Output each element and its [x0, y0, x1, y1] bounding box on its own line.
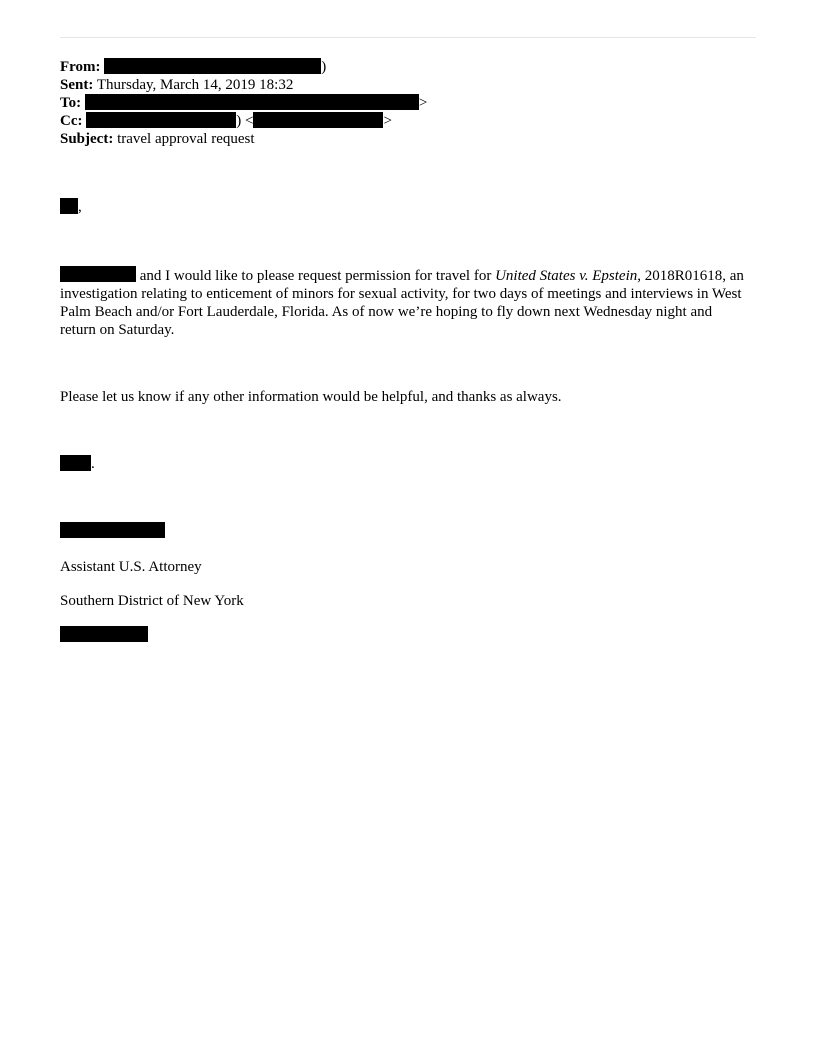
body-paragraph-2: Please let us know if any other information would be helpful, and thanks as always.: [60, 389, 562, 405]
para1-after-redaction: and I would like to please request permission for travel for: [136, 268, 496, 284]
redaction-cc-email: [253, 112, 383, 128]
sent-value: Thursday, March 14, 2019 18:32: [96, 77, 294, 93]
subject-label: Subject:: [60, 131, 114, 147]
redaction-greeting-name: [60, 198, 78, 214]
cc-label: Cc:: [60, 113, 83, 129]
signature-name: [60, 522, 760, 540]
to-line: [60, 94, 427, 112]
body-paragraph-1: [60, 266, 750, 339]
subject-line: [60, 130, 427, 148]
cc-line: [60, 112, 427, 130]
greeting-tail: ,: [78, 199, 82, 215]
redaction-to: [85, 94, 419, 110]
sent-line: [60, 76, 427, 94]
redaction-cc-name: [86, 112, 236, 128]
redaction-signature-contact: [60, 626, 148, 642]
cc-tail: >: [383, 113, 392, 129]
email-header: [60, 58, 427, 148]
top-divider: [60, 37, 756, 38]
from-line: [60, 58, 427, 76]
redaction-signature-name: [60, 522, 165, 538]
redaction-signoff-name: [60, 455, 91, 471]
to-label: To:: [60, 95, 82, 111]
greeting: [60, 198, 760, 216]
subject-value: travel approval request: [117, 131, 255, 147]
to-tail: >: [418, 95, 428, 111]
para1-rest: , 2018R01618, an investigation relating to enticement of minors for sexual activity, for two days of meetings and interviews in West Palm Beach and/or Fort Lauderdale, Florida. As of now we’re hoping to fly down next Wednesday night and return on Saturday.: [60, 268, 744, 338]
redaction-colleague-name: [60, 266, 136, 282]
from-tail: ): [321, 59, 327, 75]
from-label: From:: [60, 59, 101, 75]
signoff: [60, 455, 760, 473]
signature-contact: [60, 626, 760, 644]
signature-office: Southern District of New York: [60, 593, 244, 609]
cc-mid: ) <: [236, 113, 254, 129]
signature-title: Assistant U.S. Attorney: [60, 559, 202, 575]
case-name: United States v. Epstein: [495, 268, 638, 284]
redaction-from: [104, 58, 321, 74]
sent-label: Sent:: [60, 77, 94, 93]
signoff-tail: .: [91, 456, 95, 472]
